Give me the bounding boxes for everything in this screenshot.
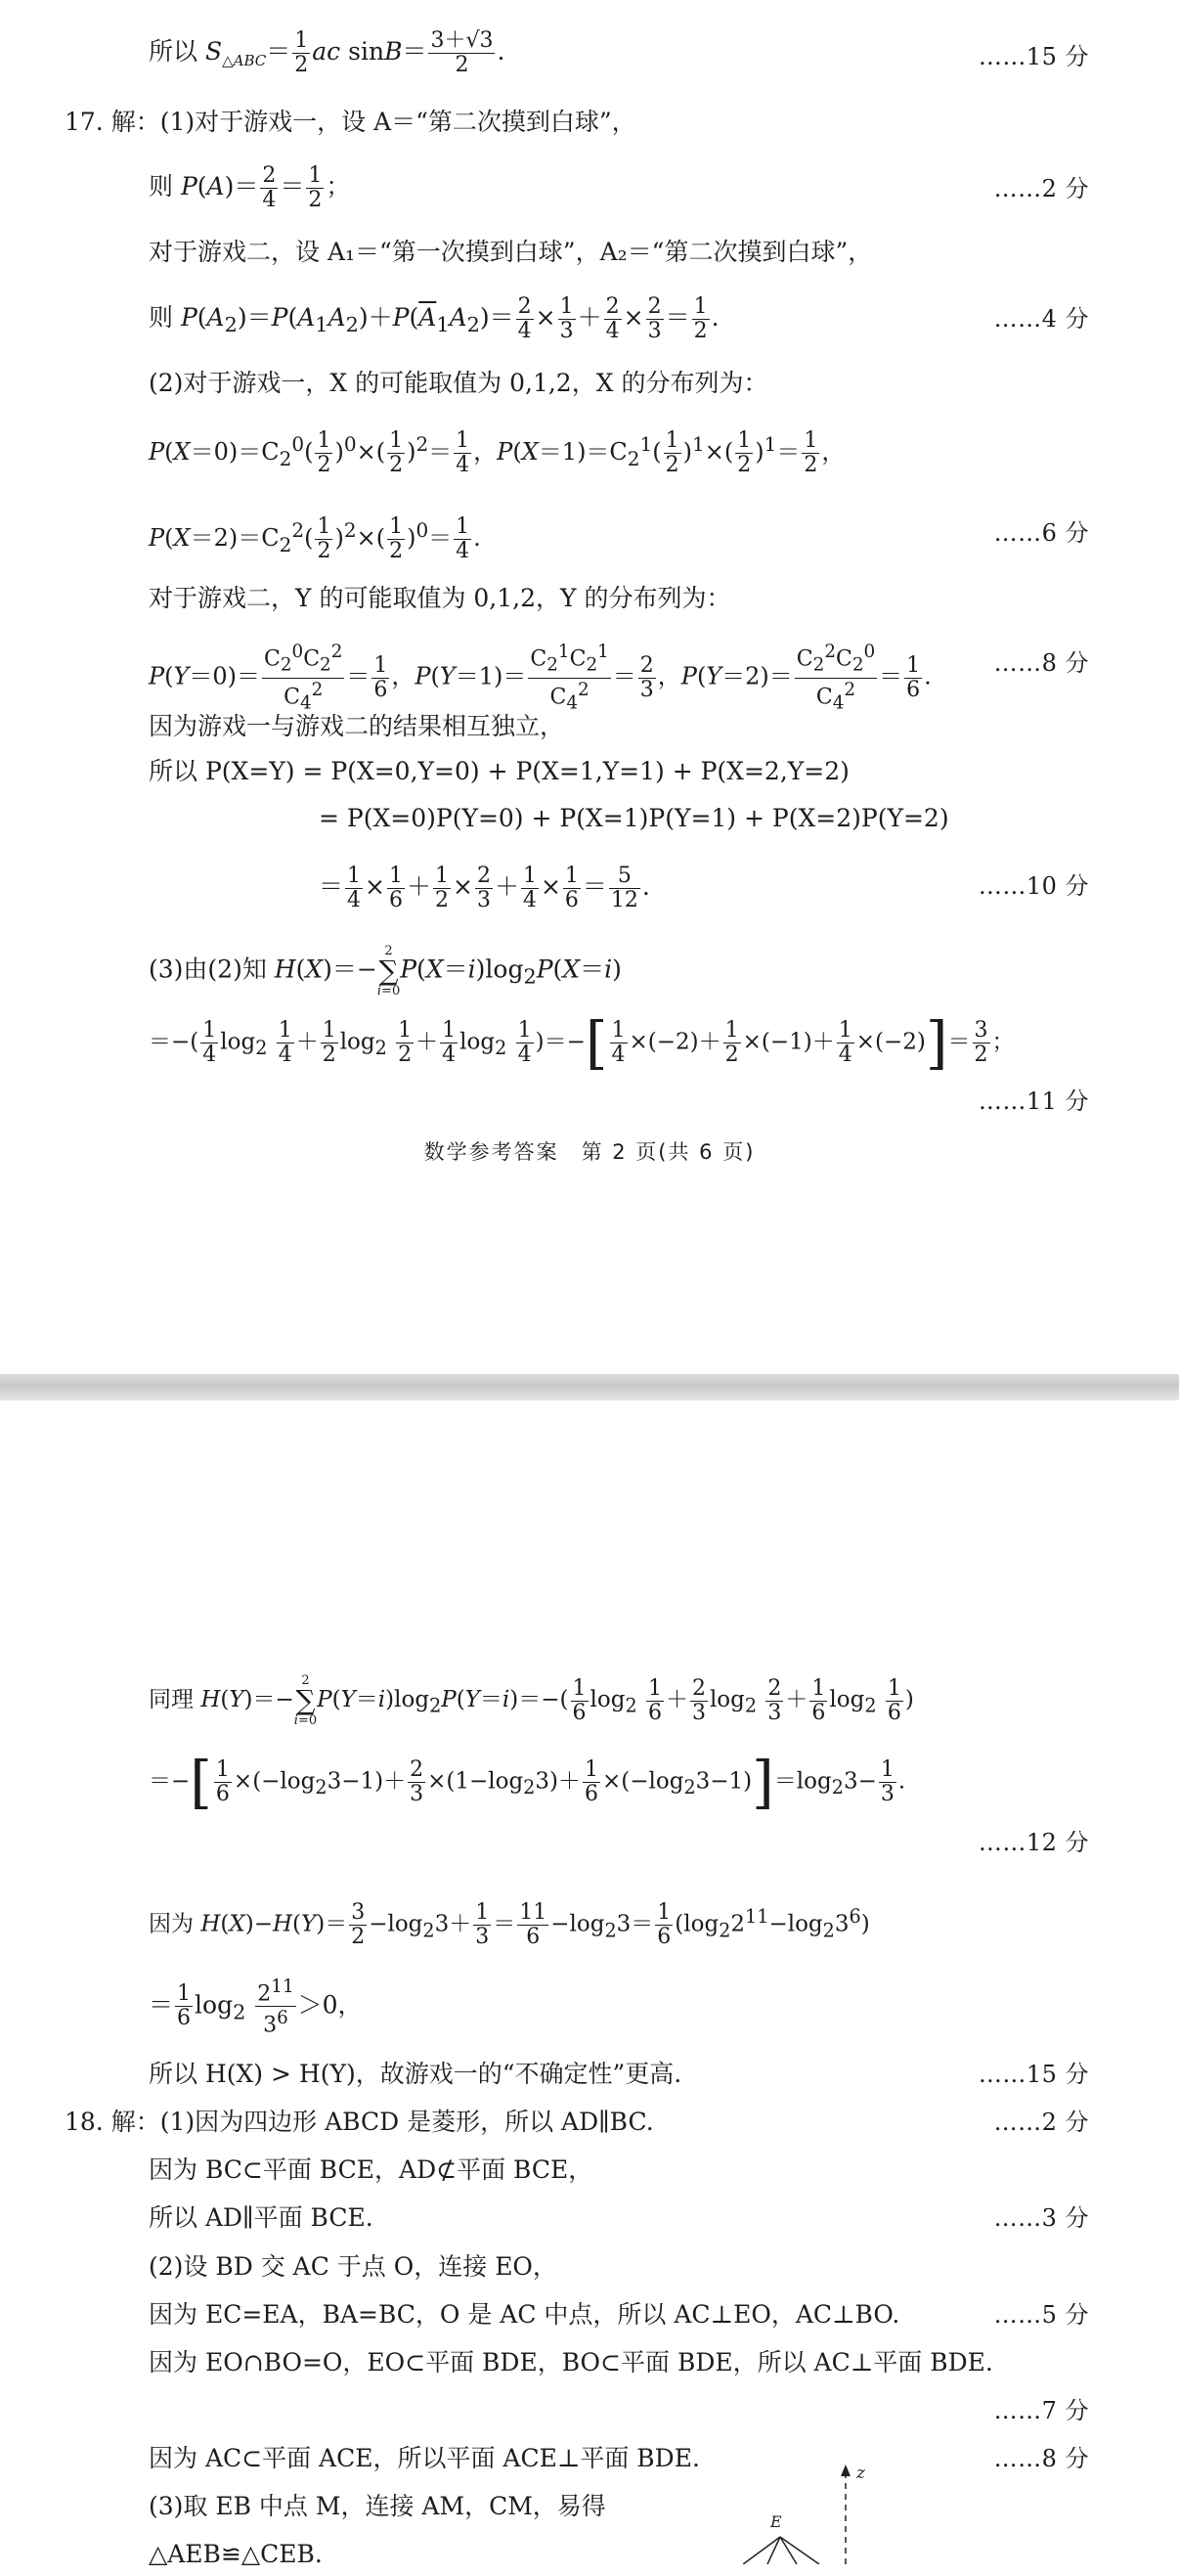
line-pxy-1: 所以 P(X=Y) = P(X=0,Y=0) + P(X=1,Y=1) + P(X=2,Y=2) [149, 757, 850, 785]
line-hx-value: ＝−( $\frac{1}{4}$ $\log_2$ $\frac{1}{4}$ ＋ $\frac{1}{2}$ $\log_2$ $\frac{1}{2}$ ＋ $\frac{1}{4}$ $\log_2$ $\frac{1}{4}$ )＝−[ $\frac{1}{4}$ ×(−2)＋ $\frac{1}{2}$ ×(−1)＋ $\frac{1}{4}$ ×(−2)]＝ $\frac{3}{2}$ ； [149, 1009, 1015, 1077]
score-15: ……15 分 [978, 43, 1089, 70]
score-12: ……12 分 [978, 1829, 1089, 1856]
line-hx-def: (3)由(2)知 H(X)＝−2 ∑ $i=0P(X=i)\log_2P(X=i)$ [149, 944, 622, 999]
independence-note: 因为游戏一与游戏二的结果相互独立， [149, 712, 565, 740]
q18-congruent: △AEB≌△CEB. [149, 2540, 323, 2568]
q18-part1: 18. 解：(1)因为四边形 ABCD 是菱形，所以 AD∥BC. [65, 2108, 654, 2136]
score-5: ……5 分 [993, 2301, 1089, 2329]
line-hy-value: ＝−[ $\frac{1}{6}$ $\times(-\log_23-1)+$ $\frac{2}{3}$ $\times(1-\log_23)+$ $\frac{1}{6}$ $\times(-\log_23-1)]=\log_23-$ $\frac{1}{3}$ . [149, 1749, 906, 1816]
line-area-result: 所以 $S_{\triangle ABC}=$ $\frac{1}{2}$ ac sinB＝ $\frac{3+√3}{2}$ . [149, 28, 505, 77]
score-11: ……11 分 [978, 1088, 1089, 1115]
score-10: ……10 分 [978, 872, 1089, 900]
answer-page-3 [0, 1400, 1179, 2568]
line-px0-px1: $P(X=0)=C_2^0$( $\frac{1}{2}$ )$^0$×( $\frac{1}{2}$ )$^2$＝ $\frac{1}{4}$ ，$P(X=1)=C_2^1$( $\frac{1}{2}$ )$^1$×( $\frac{1}{2}$ )$^1$＝ $\frac{1}{2}$ ， [149, 428, 846, 477]
edge-ec [780, 2537, 797, 2564]
q18-part3: (3)取 EB 中点 M，连接 AM，CM，易得 [149, 2492, 606, 2520]
line-hy-def: 同理 H(Y)＝−2 ∑ $i=0P(Y=i)\log_2P(Y=i)=-$( $\frac{1}{6}$ $\log_2$ $\frac{1}{6}$ ＋ $\frac{2}{3}$ $\log_2$ $\frac{2}{3}$ ＋ $\frac{1}{6}$ $\log_2$ $\frac{1}{6}$ ) [149, 1673, 914, 1728]
page-separator [0, 1374, 1179, 1400]
game2-intro: 对于游戏二，设 A₁＝“第一次摸到白球”，A₂＝“第二次摸到白球”， [149, 238, 873, 266]
conclusion-17: 所以 H(X) > H(Y)，故游戏一的“不确定性”更高. [149, 2060, 682, 2088]
line-py: P(Y＝0)＝ $\frac{C_2^0C_2^2}{C_4^2}$ ＝ $\frac{1}{6}$ ，P(Y＝1)＝ $\frac{C_2^1C_2^1}{C_4^2}$ ＝ $\frac{2}{3}$ ，P(Y＝2)＝ $\frac{C_2^2C_2^0}{C_4^2}$ ＝ $\frac{1}{6}$ . [149, 642, 932, 714]
score-8: ……8 分 [993, 649, 1089, 677]
line-pxy-3: ＝ $\frac{1}{4}$ × $\frac{1}{6}$ ＋ $\frac{1}{2}$ × $\frac{2}{3}$ ＋ $\frac{1}{4}$ × $\frac{1}{6}$ ＝ $\frac{5}{12}$ . [319, 864, 650, 912]
score-15b: ……15 分 [978, 2061, 1089, 2088]
line-hx-minus-hy: 因为 H(X)−H(Y)＝ $\frac{3}{2}$ $-\log_23+$ $\frac{1}{3}$ ＝ $\frac{11}{6}$ $-\log_23=$ $\frac{1}{6}$ $(\log_22^{11}-\log_23^6)$ [149, 1900, 870, 1950]
q17-part1-intro: 17. 解：(1)对于游戏一，设 A＝“第二次摸到白球”， [65, 108, 636, 136]
q18-line5: 因为 EC=EA，BA=BC，O 是 AC 中点，所以 AC⊥EO，AC⊥BO. [149, 2300, 900, 2329]
part2-intro-x: (2)对于游戏一，X 的可能取值为 0,1,2，X 的分布列为： [149, 369, 768, 397]
q18-line6: 因为 EO∩BO=O，EO⊂平面 BDE，BO⊂平面 BDE，所以 AC⊥平面 BDE. [149, 2348, 993, 2376]
score-7: ……7 分 [993, 2397, 1089, 2424]
pyramid-diagram [743, 2465, 870, 2564]
z-axis-arrow [841, 2465, 851, 2476]
score-4: ……4 分 [993, 305, 1089, 333]
q18-line3: 所以 AD∥平面 BCE. [149, 2203, 373, 2232]
score-2b: ……2 分 [993, 2109, 1089, 2136]
q18-line7: 因为 AC⊂平面 ACE，所以平面 ACE⊥平面 BDE. [149, 2444, 700, 2472]
z-axis-label: z [856, 2465, 865, 2483]
score-3: ……3 分 [993, 2204, 1089, 2232]
score-2: ……2 分 [993, 175, 1089, 202]
edge-ed [780, 2537, 819, 2564]
vertex-e-label: E [770, 2512, 782, 2531]
line-pxy-2: = P(X=0)P(Y=0) + P(X=1)P(Y=1) + P(X=2)P(Y=2) [319, 804, 949, 832]
score-8b: ……8 分 [993, 2445, 1089, 2472]
line-positive: ＝ $\frac{1}{6}$ $\log_2$ $\frac{2^{11}}{3^6}$ ＞0， [149, 1976, 363, 2038]
line-pa: 则 P(A)＝ $\frac{2}{4}$ ＝ $\frac{1}{2}$ ； [149, 163, 351, 212]
score-6: ……6 分 [993, 519, 1089, 547]
part2-intro-y: 对于游戏二，Y 的可能取值为 0,1,2，Y 的分布列为： [149, 584, 731, 612]
q18-line2: 因为 BC⊂平面 BCE，AD⊄平面 BCE， [149, 2155, 593, 2184]
page-footer: 数学参考答案 第 2 页(共 6 页) [423, 1140, 756, 1164]
line-px2: $P(X=2)=C_2^2$( $\frac{1}{2}$ )$^2$×( $\frac{1}{2}$ )$^0$＝ $\frac{1}{4}$ . [149, 514, 481, 563]
q18-part2: (2)设 BD 交 AC 于点 O，连接 EO， [149, 2252, 557, 2281]
line-pa2: 则 $P(A_2)=P(A_1A_2)+P(\overline{A}_1A_2)=$ $\frac{2}{4}$ × $\frac{1}{3}$ ＋ $\frac{2}{4}$ × $\frac{2}{3}$ ＝ $\frac{1}{2}$ . [149, 294, 720, 343]
